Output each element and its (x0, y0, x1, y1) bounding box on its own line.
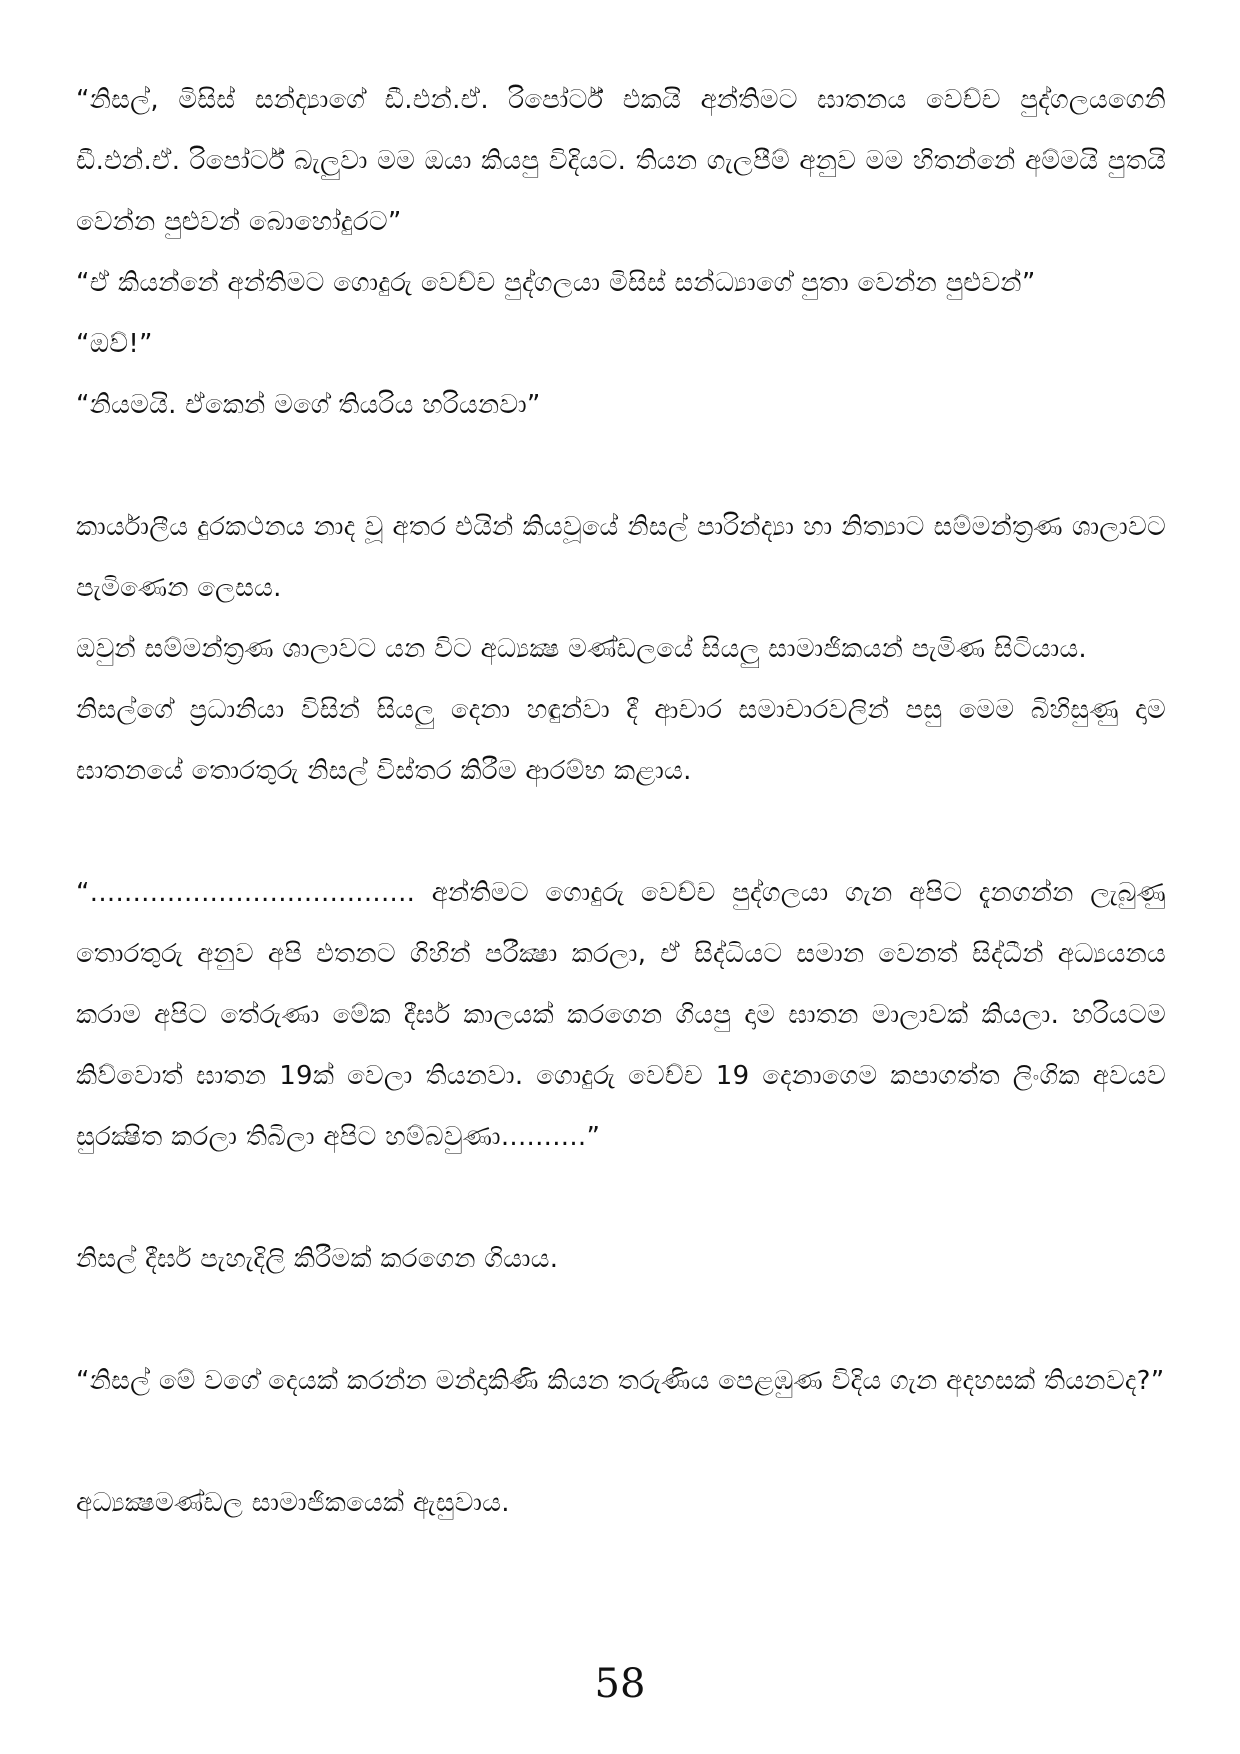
document-page (76, 70, 1166, 1534)
dialogue-investigation: “...................................... අන්තිමට ගොදුරු වෙච්ච පුද්ගලයා ගැන අපිට දැනගන්න ලැබුණු තොරතුරු අනුව අපි එතනට ගිහින් පරීක්‍ෂා කරලා, ඒ සිද්ධියට සමාන වෙනත් සිද්ධීන් අධ්‍යයනය කරාම අපිට තේරුණා මේක දීර්ඝ කාලයක් කරගෙන ගියපු දාම ඝාතන මාලාවක් කියලා. හරියටම කිව්වොත් ඝාතන 19ක් වෙලා තියනවා. ගොදුරු වෙච්ච 19 දෙනාගෙම කපාගත්ත ලිංගික අවයව සුරක්‍ෂිත කරලා තිබිලා අපිට හම්බවුණා..........” (76, 878, 1166, 1152)
page-number: 58 (594, 1661, 646, 1707)
narration-board-members: ඔවුන් සම්මන්ත්‍රණ ශාලාවට යන විට අධ්‍යක්‍ෂ මණ්ඩලයේ සියලු සාමාජිකයන් පැමිණ සිටියාය. (76, 634, 1087, 664)
dialogue-son-possibility: “ඒ කියන්නේ අන්තිමට ගොදුරු වෙච්ච පුද්ගලයා මිසිස් සන්ධ්‍යාගේ පුතා වෙන්න පුළුවන්” (76, 268, 1036, 298)
dialogue-dna-report: “නිසල්, මිසිස් සන්ද්‍යාගේ ඩී.එන්.ඒ. රිපෝර්ට් එකයි අන්තිමට ඝාතනය වෙච්ච පුද්ගලයගෙනි ඩී.එන්.ඒ. රිපෝර්ට් බැලුවා මම ඔයා කියපු විදියට. තියන ගැලපීම් අනුව මම හිතන්නේ අම්මයි පුතයි වෙන්න පුළුවන් බොහෝදුරට” (76, 85, 1166, 237)
narration-explanation: නිසල් දීර්ඝ පැහැදිලි කිරීමක් කරගෙන ගියාය. (76, 1244, 559, 1274)
narration-introduction: නිසල්ගේ ප්‍රධානියා විසින් සියලු දෙනා හඳුන්වා දී ආචාර සමාචාරවලින් පසු මෙම බිහිසුණු දාම ඝාතනයේ තොරතුරු නිසල් විස්තර කිරීම ආරම්භ කළාය. (76, 695, 1166, 786)
dialogue-theory: “නියමයි. ඒකෙන් මගේ තියරිය හරියනවා” (76, 390, 541, 420)
dialogue-question: “නිසල් මේ වගේ දෙයක් කරන්න මන්දාකිණි කියන තරුණිය පෙළඹුණ විදිය ගැන අදහසක් තියනවද?” (76, 1366, 1165, 1396)
dialogue-yes: “ඔව්!” (76, 329, 153, 359)
narration-phone-call: කාර්යාලීය දුරකථනය නාද වූ අතර එයින් කියවූයේ නිසල් පාරින්ද්‍යා හා නිත්‍යාට සම්මන්ත්‍රණ ශාලාවට පැමිණෙන ලෙසය. (76, 512, 1166, 603)
narration-asked: අධ්‍යක්‍ෂමණ්ඩල සාමාජිකයෙක් ඇසුවාය. (76, 1488, 510, 1518)
